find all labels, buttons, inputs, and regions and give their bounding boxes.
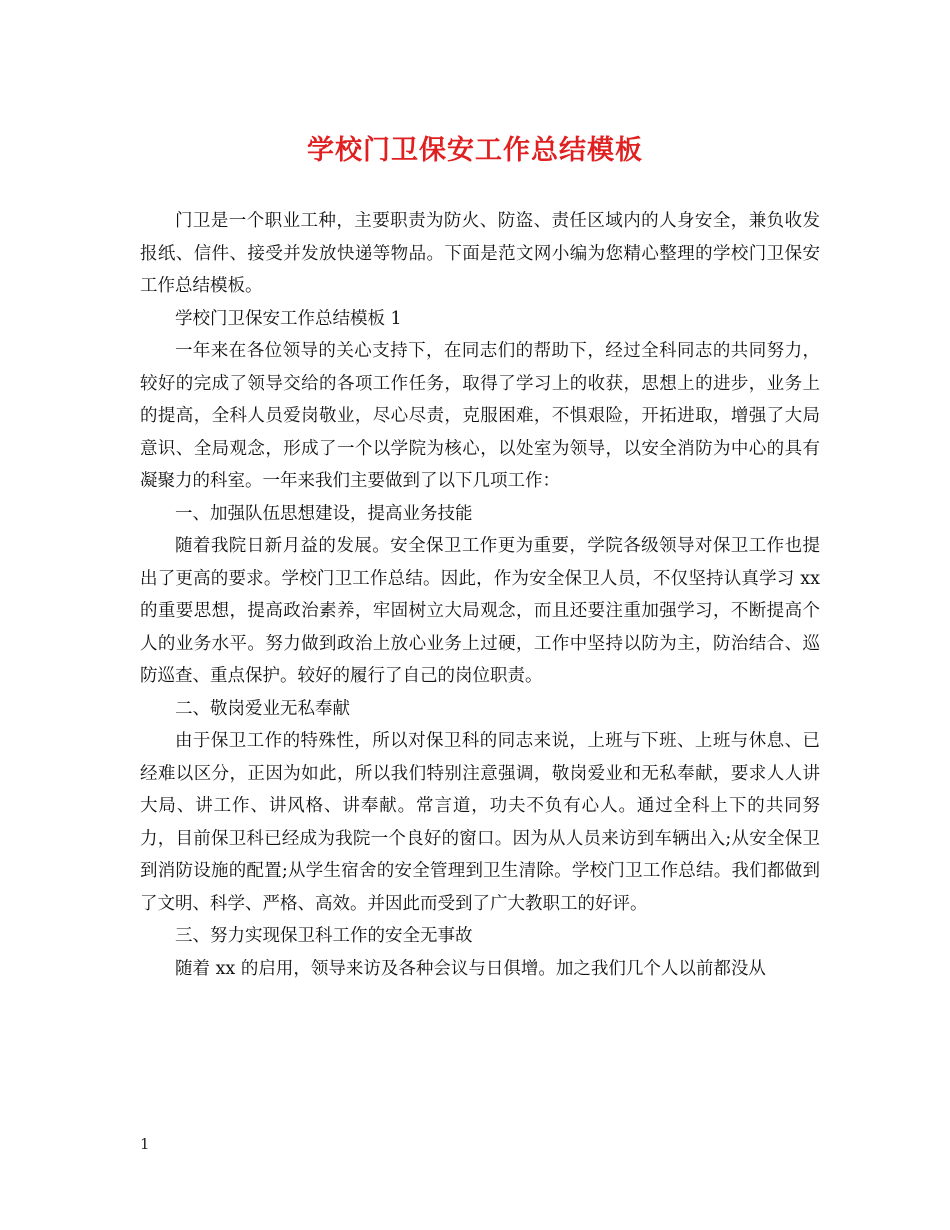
paragraph-section-1: 随着我院日新月益的发展。安全保卫工作更为重要，学院各级领导对保卫工作也提出了更高的要求。学校门卫工作总结。因此，作为安全保卫人员，不仅坚持认真学习 xx 的重要思想，提高政治素养，牢固树立大局观念，而且还要注重加强学习，不断提高个人的业务水平。努力做到政治上放心业务上过硬，工作中坚持以防为主，防治结合、巡防巡查、重点保护。较好的履行了自己的岗位职责。 [140,536,820,686]
paragraph-template-heading: 学校门卫保安工作总结模板 1 [175,308,402,329]
document-title: 学校门卫保安工作总结模板 [307,135,643,166]
section-heading-2: 二、敬岗爱业无私奉献 [175,698,350,719]
document-body [140,205,820,985]
paragraph-intro: 门卫是一个职业工种，主要职责为防火、防盗、责任区域内的人身安全，兼负收发报纸、信件、接受并发放快递等物品。下面是范文网小编为您精心整理的学校门卫保安工作总结模板。 [140,211,820,296]
paragraph-section-3: 随着 xx 的启用，领导来访及各种会议与日俱增。加之我们几个人以前都没从 [175,958,766,979]
paragraph-section-2: 由于保卫工作的特殊性，所以对保卫科的同志来说，上班与下班、上班与休息、已经难以区分，正因为如此，所以我们特别注意强调，敬岗爱业和无私奉献，要求人人讲大局、讲工作、讲风格、讲奉献。常言道，功夫不负有心人。通过全科上下的共同努力，目前保卫科已经成为我院一个良好的窗口。因为从人员来访到车辆出入;从安全保卫到消防设施的配置;从学生宿舍的安全管理到卫生清除。学校门卫工作总结。我们都做到了文明、科学、严格、高效。并因此而受到了广大教职工的好评。 [140,731,820,914]
section-heading-3: 三、努力实现保卫科工作的安全无事故 [175,926,473,946]
section-heading-1: 一、加强队伍思想建设，提高业务技能 [175,503,473,524]
page-number: 1 [140,1135,150,1153]
paragraph-overview: 一年来在各位领导的关心支持下，在同志们的帮助下，经过全科同志的共同努力，较好的完成了领导交给的各项工作任务，取得了学习上的收获，思想上的进步，业务上的提高，全科人员爱岗敬业，尽心尽责，克服困难，不惧艰险，开拓进取，增强了大局意识、全局观念，形成了一个以学院为核心，以处室为领导，以安全消防为中心的具有凝聚力的科室。一年来我们主要做到了以下几项工作： [140,341,820,491]
